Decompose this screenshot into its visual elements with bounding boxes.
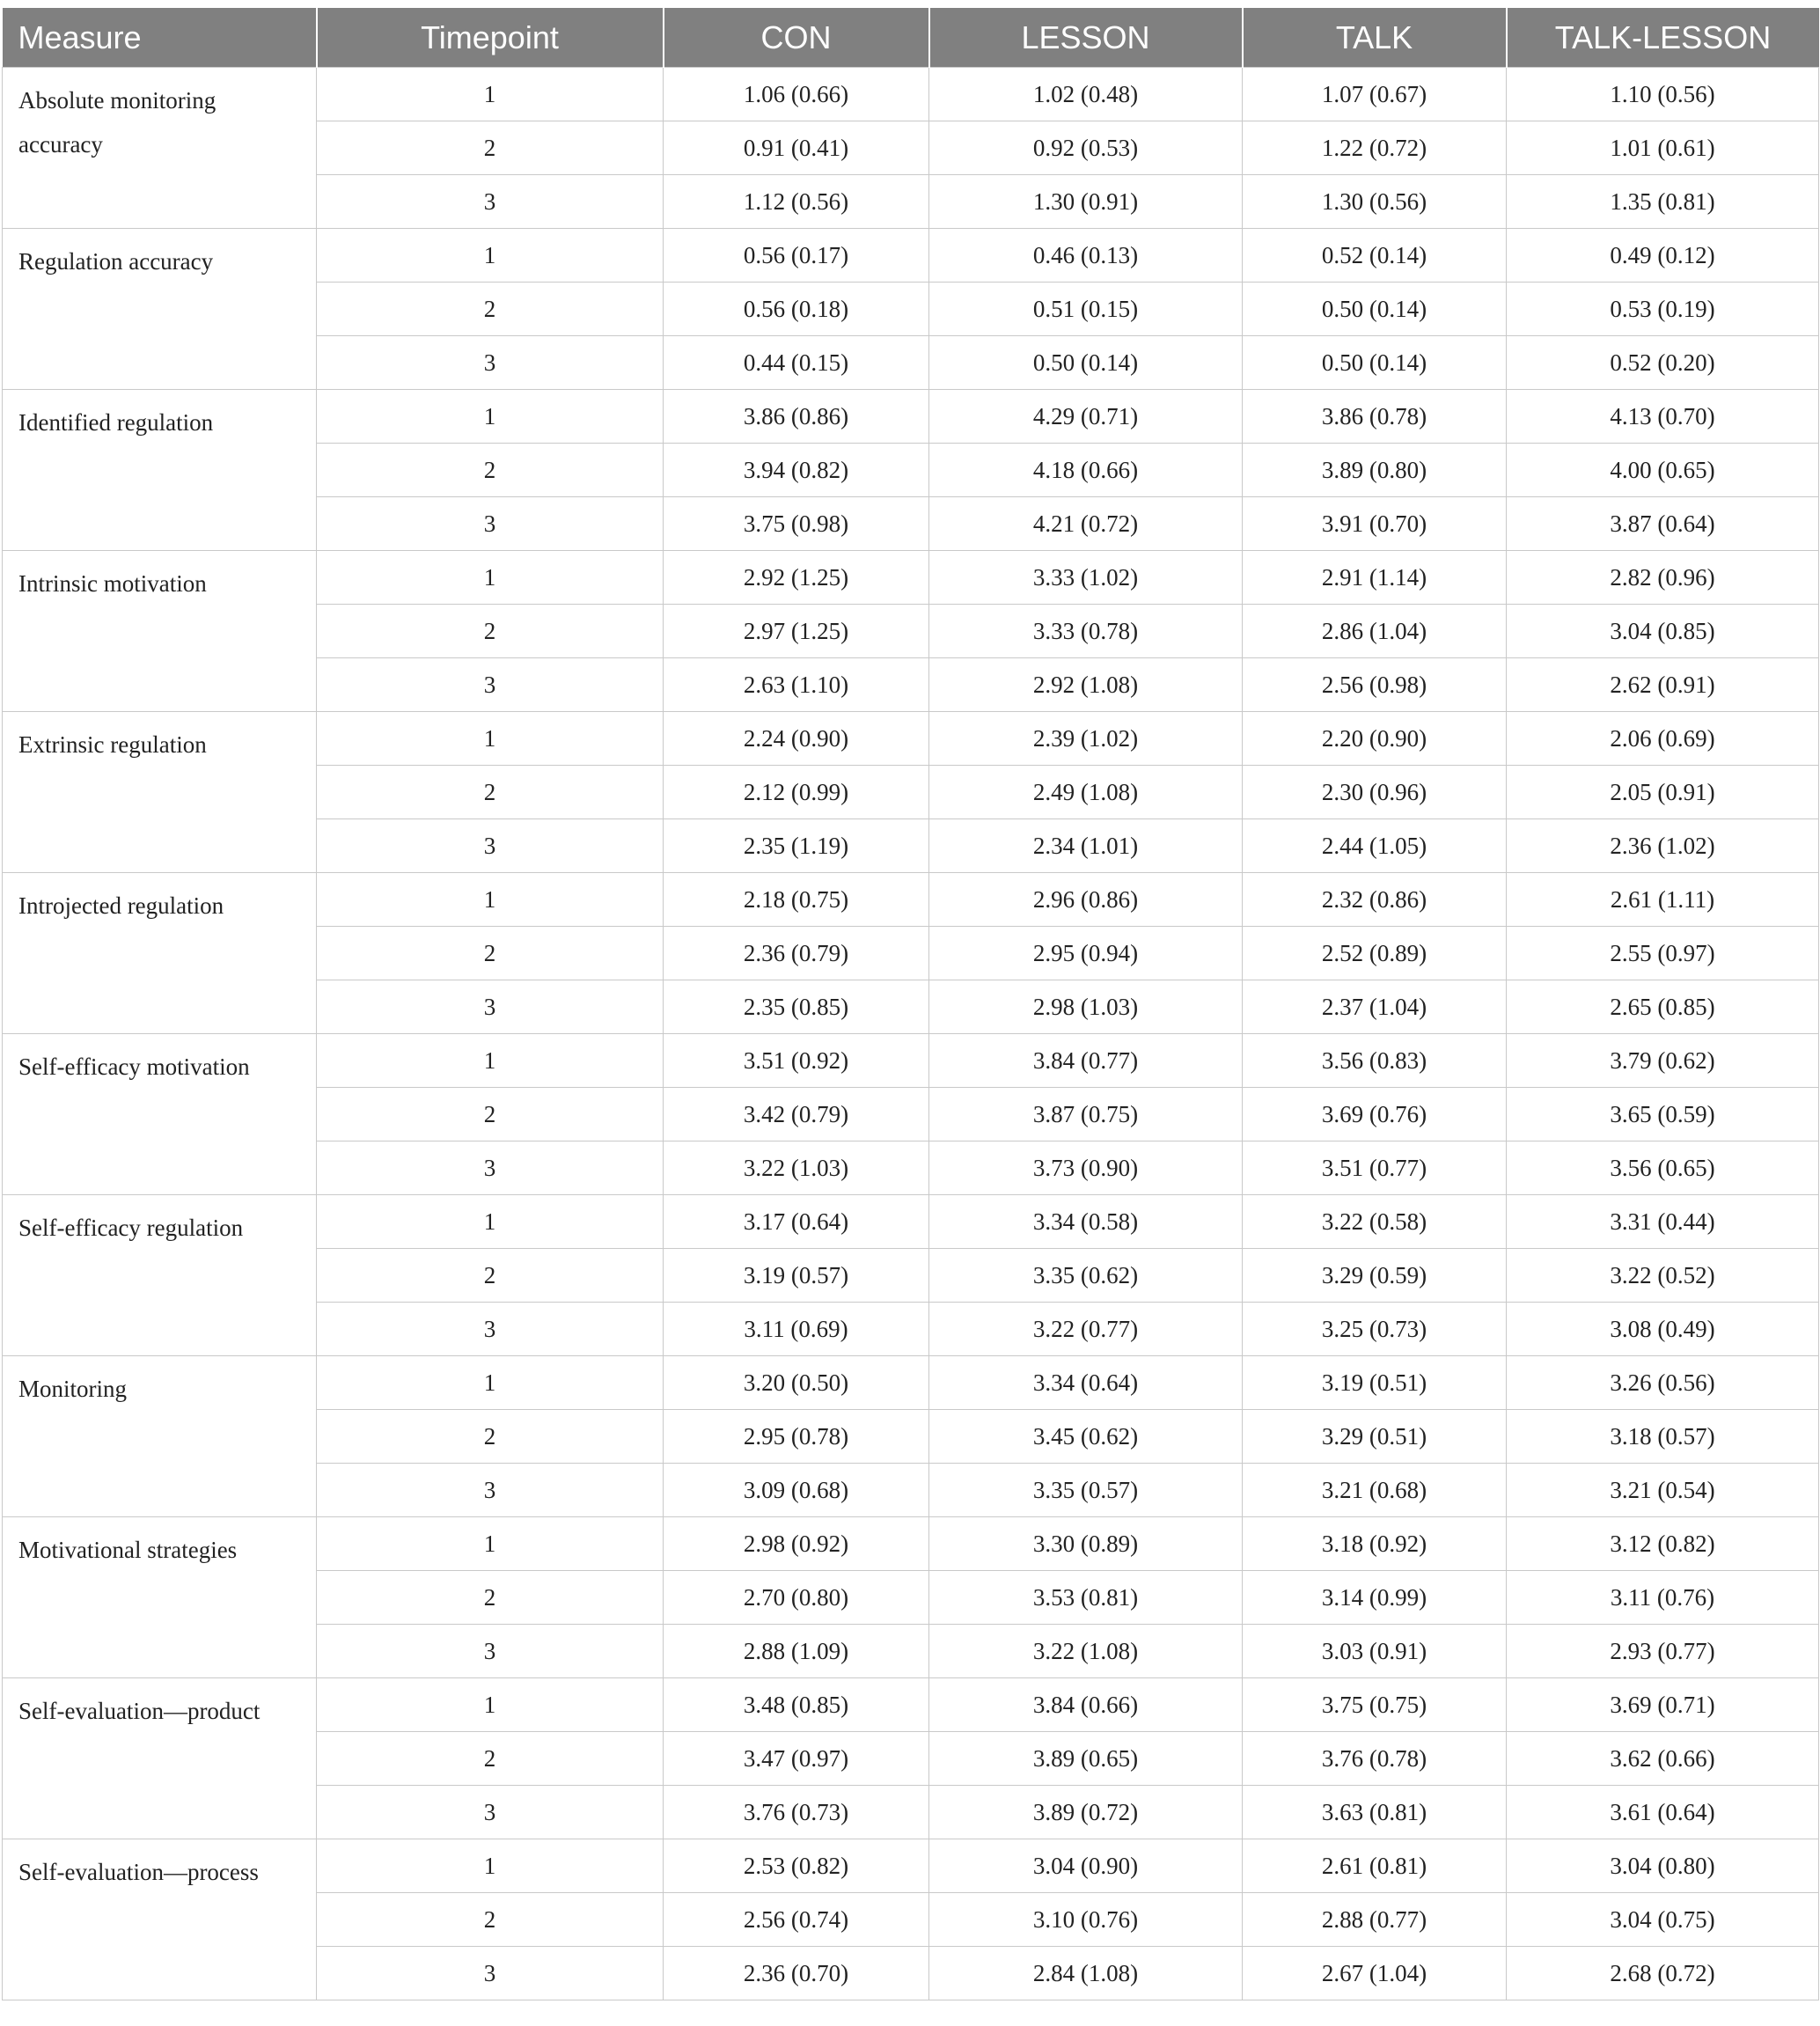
talk-cell: 0.50 (0.14) xyxy=(1243,283,1507,336)
talk-lesson-cell: 3.22 (0.52) xyxy=(1507,1249,1819,1303)
lesson-cell: 2.92 (1.08) xyxy=(929,658,1243,712)
timepoint-cell: 2 xyxy=(317,927,664,980)
talk-cell: 3.25 (0.73) xyxy=(1243,1303,1507,1356)
talk-lesson-cell: 2.55 (0.97) xyxy=(1507,927,1819,980)
lesson-cell: 2.49 (1.08) xyxy=(929,766,1243,819)
table-row xyxy=(3,551,1819,605)
talk-lesson-cell: 2.93 (0.77) xyxy=(1507,1625,1819,1678)
talk-cell: 2.61 (0.81) xyxy=(1243,1839,1507,1893)
lesson-cell: 3.04 (0.90) xyxy=(929,1839,1243,1893)
lesson-cell: 3.30 (0.89) xyxy=(929,1517,1243,1571)
timepoint-cell: 3 xyxy=(317,1947,664,2000)
timepoint-cell: 3 xyxy=(317,1303,664,1356)
table-row xyxy=(3,873,1819,927)
lesson-cell: 0.92 (0.53) xyxy=(929,121,1243,175)
measure-cell: Motivational strategies xyxy=(3,1517,317,1678)
con-cell: 3.94 (0.82) xyxy=(664,444,929,497)
talk-cell: 3.03 (0.91) xyxy=(1243,1625,1507,1678)
header-measure: Measure xyxy=(3,8,317,68)
timepoint-cell: 1 xyxy=(317,68,664,121)
con-cell: 2.95 (0.78) xyxy=(664,1410,929,1464)
talk-cell: 1.30 (0.56) xyxy=(1243,175,1507,229)
talk-lesson-cell: 3.79 (0.62) xyxy=(1507,1034,1819,1088)
con-cell: 2.12 (0.99) xyxy=(664,766,929,819)
talk-lesson-cell: 1.35 (0.81) xyxy=(1507,175,1819,229)
lesson-cell: 4.29 (0.71) xyxy=(929,390,1243,444)
talk-cell: 3.51 (0.77) xyxy=(1243,1141,1507,1195)
con-cell: 3.09 (0.68) xyxy=(664,1464,929,1517)
lesson-cell: 2.39 (1.02) xyxy=(929,712,1243,766)
talk-lesson-cell: 0.53 (0.19) xyxy=(1507,283,1819,336)
timepoint-cell: 2 xyxy=(317,444,664,497)
lesson-cell: 0.50 (0.14) xyxy=(929,336,1243,390)
con-cell: 2.97 (1.25) xyxy=(664,605,929,658)
measure-cell: Self-evaluation—process xyxy=(3,1839,317,2000)
con-cell: 2.98 (0.92) xyxy=(664,1517,929,1571)
timepoint-cell: 3 xyxy=(317,819,664,873)
table-row xyxy=(3,229,1819,283)
con-cell: 2.70 (0.80) xyxy=(664,1571,929,1625)
talk-cell: 3.91 (0.70) xyxy=(1243,497,1507,551)
timepoint-cell: 1 xyxy=(317,390,664,444)
talk-cell: 2.37 (1.04) xyxy=(1243,980,1507,1034)
talk-cell: 2.30 (0.96) xyxy=(1243,766,1507,819)
con-cell: 3.86 (0.86) xyxy=(664,390,929,444)
talk-lesson-cell: 3.61 (0.64) xyxy=(1507,1786,1819,1839)
lesson-cell: 3.45 (0.62) xyxy=(929,1410,1243,1464)
talk-cell: 3.89 (0.80) xyxy=(1243,444,1507,497)
con-cell: 0.56 (0.17) xyxy=(664,229,929,283)
lesson-cell: 2.96 (0.86) xyxy=(929,873,1243,927)
talk-cell: 1.22 (0.72) xyxy=(1243,121,1507,175)
timepoint-cell: 2 xyxy=(317,605,664,658)
table-row xyxy=(3,68,1819,121)
talk-cell: 2.56 (0.98) xyxy=(1243,658,1507,712)
talk-cell: 3.18 (0.92) xyxy=(1243,1517,1507,1571)
con-cell: 2.63 (1.10) xyxy=(664,658,929,712)
timepoint-cell: 3 xyxy=(317,1786,664,1839)
lesson-cell: 2.34 (1.01) xyxy=(929,819,1243,873)
header-lesson: LESSON xyxy=(929,8,1243,68)
talk-lesson-cell: 0.49 (0.12) xyxy=(1507,229,1819,283)
con-cell: 3.22 (1.03) xyxy=(664,1141,929,1195)
measure-cell: Extrinsic regulation xyxy=(3,712,317,873)
talk-lesson-cell: 3.87 (0.64) xyxy=(1507,497,1819,551)
measure-cell: Self-evaluation—product xyxy=(3,1678,317,1839)
table-body xyxy=(3,68,1819,2000)
talk-cell: 2.67 (1.04) xyxy=(1243,1947,1507,2000)
con-cell: 2.35 (1.19) xyxy=(664,819,929,873)
talk-lesson-cell: 4.13 (0.70) xyxy=(1507,390,1819,444)
measure-cell: Introjected regulation xyxy=(3,873,317,1034)
con-cell: 3.20 (0.50) xyxy=(664,1356,929,1410)
timepoint-cell: 1 xyxy=(317,1034,664,1088)
talk-lesson-cell: 2.06 (0.69) xyxy=(1507,712,1819,766)
measure-cell: Identified regulation xyxy=(3,390,317,551)
timepoint-cell: 2 xyxy=(317,1571,664,1625)
talk-cell: 2.88 (0.77) xyxy=(1243,1893,1507,1947)
timepoint-cell: 3 xyxy=(317,336,664,390)
talk-lesson-cell: 2.68 (0.72) xyxy=(1507,1947,1819,2000)
talk-lesson-cell: 3.18 (0.57) xyxy=(1507,1410,1819,1464)
talk-lesson-cell: 3.04 (0.80) xyxy=(1507,1839,1819,1893)
con-cell: 3.19 (0.57) xyxy=(664,1249,929,1303)
lesson-cell: 3.89 (0.72) xyxy=(929,1786,1243,1839)
talk-cell: 3.76 (0.78) xyxy=(1243,1732,1507,1786)
header-con: CON xyxy=(664,8,929,68)
lesson-cell: 3.89 (0.65) xyxy=(929,1732,1243,1786)
con-cell: 3.17 (0.64) xyxy=(664,1195,929,1249)
lesson-cell: 3.53 (0.81) xyxy=(929,1571,1243,1625)
talk-cell: 2.32 (0.86) xyxy=(1243,873,1507,927)
con-cell: 2.24 (0.90) xyxy=(664,712,929,766)
talk-lesson-cell: 4.00 (0.65) xyxy=(1507,444,1819,497)
header-row xyxy=(3,8,1819,68)
lesson-cell: 3.87 (0.75) xyxy=(929,1088,1243,1141)
timepoint-cell: 1 xyxy=(317,873,664,927)
talk-lesson-cell: 0.52 (0.20) xyxy=(1507,336,1819,390)
con-cell: 2.36 (0.70) xyxy=(664,1947,929,2000)
header-talk: TALK xyxy=(1243,8,1507,68)
con-cell: 3.48 (0.85) xyxy=(664,1678,929,1732)
talk-lesson-cell: 2.82 (0.96) xyxy=(1507,551,1819,605)
talk-lesson-cell: 2.61 (1.11) xyxy=(1507,873,1819,927)
talk-lesson-cell: 1.10 (0.56) xyxy=(1507,68,1819,121)
timepoint-cell: 3 xyxy=(317,175,664,229)
table-row xyxy=(3,1839,1819,1893)
talk-lesson-cell: 3.31 (0.44) xyxy=(1507,1195,1819,1249)
talk-lesson-cell: 3.56 (0.65) xyxy=(1507,1141,1819,1195)
con-cell: 3.47 (0.97) xyxy=(664,1732,929,1786)
con-cell: 3.11 (0.69) xyxy=(664,1303,929,1356)
talk-cell: 3.19 (0.51) xyxy=(1243,1356,1507,1410)
lesson-cell: 3.35 (0.62) xyxy=(929,1249,1243,1303)
talk-cell: 1.07 (0.67) xyxy=(1243,68,1507,121)
table-row xyxy=(3,1195,1819,1249)
measure-cell: Regulation accuracy xyxy=(3,229,317,390)
measure-cell: Self-efficacy motivation xyxy=(3,1034,317,1195)
talk-cell: 3.63 (0.81) xyxy=(1243,1786,1507,1839)
timepoint-cell: 2 xyxy=(317,121,664,175)
lesson-cell: 3.73 (0.90) xyxy=(929,1141,1243,1195)
timepoint-cell: 1 xyxy=(317,229,664,283)
timepoint-cell: 1 xyxy=(317,1839,664,1893)
talk-lesson-cell: 2.05 (0.91) xyxy=(1507,766,1819,819)
lesson-cell: 1.02 (0.48) xyxy=(929,68,1243,121)
lesson-cell: 3.34 (0.58) xyxy=(929,1195,1243,1249)
talk-lesson-cell: 3.08 (0.49) xyxy=(1507,1303,1819,1356)
con-cell: 2.35 (0.85) xyxy=(664,980,929,1034)
lesson-cell: 0.51 (0.15) xyxy=(929,283,1243,336)
con-cell: 2.92 (1.25) xyxy=(664,551,929,605)
table-row xyxy=(3,712,1819,766)
con-cell: 2.53 (0.82) xyxy=(664,1839,929,1893)
talk-cell: 2.86 (1.04) xyxy=(1243,605,1507,658)
table-row xyxy=(3,1356,1819,1410)
header-timepoint: Timepoint xyxy=(317,8,664,68)
lesson-cell: 4.18 (0.66) xyxy=(929,444,1243,497)
con-cell: 1.06 (0.66) xyxy=(664,68,929,121)
talk-lesson-cell: 3.21 (0.54) xyxy=(1507,1464,1819,1517)
con-cell: 3.51 (0.92) xyxy=(664,1034,929,1088)
timepoint-cell: 2 xyxy=(317,1893,664,1947)
con-cell: 0.91 (0.41) xyxy=(664,121,929,175)
talk-cell: 3.29 (0.59) xyxy=(1243,1249,1507,1303)
talk-cell: 2.91 (1.14) xyxy=(1243,551,1507,605)
con-cell: 2.88 (1.09) xyxy=(664,1625,929,1678)
measure-cell: Self-efficacy regulation xyxy=(3,1195,317,1356)
talk-lesson-cell: 3.69 (0.71) xyxy=(1507,1678,1819,1732)
talk-cell: 2.52 (0.89) xyxy=(1243,927,1507,980)
lesson-cell: 2.98 (1.03) xyxy=(929,980,1243,1034)
talk-lesson-cell: 3.65 (0.59) xyxy=(1507,1088,1819,1141)
timepoint-cell: 2 xyxy=(317,283,664,336)
lesson-cell: 3.33 (1.02) xyxy=(929,551,1243,605)
talk-lesson-cell: 3.12 (0.82) xyxy=(1507,1517,1819,1571)
timepoint-cell: 1 xyxy=(317,1517,664,1571)
lesson-cell: 3.35 (0.57) xyxy=(929,1464,1243,1517)
con-cell: 2.36 (0.79) xyxy=(664,927,929,980)
timepoint-cell: 2 xyxy=(317,1249,664,1303)
timepoint-cell: 3 xyxy=(317,1141,664,1195)
con-cell: 2.56 (0.74) xyxy=(664,1893,929,1947)
timepoint-cell: 3 xyxy=(317,497,664,551)
lesson-cell: 3.22 (1.08) xyxy=(929,1625,1243,1678)
con-cell: 3.75 (0.98) xyxy=(664,497,929,551)
timepoint-cell: 2 xyxy=(317,1088,664,1141)
table-row xyxy=(3,390,1819,444)
timepoint-cell: 1 xyxy=(317,1195,664,1249)
talk-lesson-cell: 3.62 (0.66) xyxy=(1507,1732,1819,1786)
timepoint-cell: 1 xyxy=(317,1678,664,1732)
talk-cell: 3.14 (0.99) xyxy=(1243,1571,1507,1625)
lesson-cell: 3.84 (0.66) xyxy=(929,1678,1243,1732)
lesson-cell: 2.84 (1.08) xyxy=(929,1947,1243,2000)
talk-cell: 3.56 (0.83) xyxy=(1243,1034,1507,1088)
con-cell: 3.76 (0.73) xyxy=(664,1786,929,1839)
lesson-cell: 3.84 (0.77) xyxy=(929,1034,1243,1088)
lesson-cell: 4.21 (0.72) xyxy=(929,497,1243,551)
talk-cell: 3.75 (0.75) xyxy=(1243,1678,1507,1732)
timepoint-cell: 3 xyxy=(317,1625,664,1678)
timepoint-cell: 2 xyxy=(317,766,664,819)
talk-cell: 2.44 (1.05) xyxy=(1243,819,1507,873)
header-talk-lesson: TALK-LESSON xyxy=(1507,8,1819,68)
timepoint-cell: 3 xyxy=(317,980,664,1034)
lesson-cell: 2.95 (0.94) xyxy=(929,927,1243,980)
talk-lesson-cell: 1.01 (0.61) xyxy=(1507,121,1819,175)
con-cell: 1.12 (0.56) xyxy=(664,175,929,229)
talk-lesson-cell: 2.62 (0.91) xyxy=(1507,658,1819,712)
lesson-cell: 1.30 (0.91) xyxy=(929,175,1243,229)
table-row xyxy=(3,1678,1819,1732)
talk-cell: 3.22 (0.58) xyxy=(1243,1195,1507,1249)
lesson-cell: 3.33 (0.78) xyxy=(929,605,1243,658)
measure-cell: Absolute monitoring accuracy xyxy=(3,68,317,229)
timepoint-cell: 2 xyxy=(317,1410,664,1464)
table-row xyxy=(3,1034,1819,1088)
timepoint-cell: 3 xyxy=(317,658,664,712)
lesson-cell: 3.10 (0.76) xyxy=(929,1893,1243,1947)
results-table xyxy=(2,8,1819,2000)
talk-cell: 0.50 (0.14) xyxy=(1243,336,1507,390)
lesson-cell: 0.46 (0.13) xyxy=(929,229,1243,283)
talk-lesson-cell: 2.36 (1.02) xyxy=(1507,819,1819,873)
table-row xyxy=(3,1517,1819,1571)
measure-cell: Intrinsic motivation xyxy=(3,551,317,712)
talk-lesson-cell: 3.04 (0.85) xyxy=(1507,605,1819,658)
timepoint-cell: 3 xyxy=(317,1464,664,1517)
talk-cell: 0.52 (0.14) xyxy=(1243,229,1507,283)
talk-lesson-cell: 3.26 (0.56) xyxy=(1507,1356,1819,1410)
timepoint-cell: 1 xyxy=(317,551,664,605)
lesson-cell: 3.22 (0.77) xyxy=(929,1303,1243,1356)
talk-lesson-cell: 3.04 (0.75) xyxy=(1507,1893,1819,1947)
con-cell: 0.44 (0.15) xyxy=(664,336,929,390)
con-cell: 0.56 (0.18) xyxy=(664,283,929,336)
timepoint-cell: 1 xyxy=(317,1356,664,1410)
measure-cell: Monitoring xyxy=(3,1356,317,1517)
talk-cell: 3.21 (0.68) xyxy=(1243,1464,1507,1517)
con-cell: 2.18 (0.75) xyxy=(664,873,929,927)
timepoint-cell: 2 xyxy=(317,1732,664,1786)
talk-lesson-cell: 3.11 (0.76) xyxy=(1507,1571,1819,1625)
talk-cell: 3.86 (0.78) xyxy=(1243,390,1507,444)
timepoint-cell: 1 xyxy=(317,712,664,766)
talk-lesson-cell: 2.65 (0.85) xyxy=(1507,980,1819,1034)
con-cell: 3.42 (0.79) xyxy=(664,1088,929,1141)
lesson-cell: 3.34 (0.64) xyxy=(929,1356,1243,1410)
talk-cell: 3.69 (0.76) xyxy=(1243,1088,1507,1141)
talk-cell: 2.20 (0.90) xyxy=(1243,712,1507,766)
talk-cell: 3.29 (0.51) xyxy=(1243,1410,1507,1464)
